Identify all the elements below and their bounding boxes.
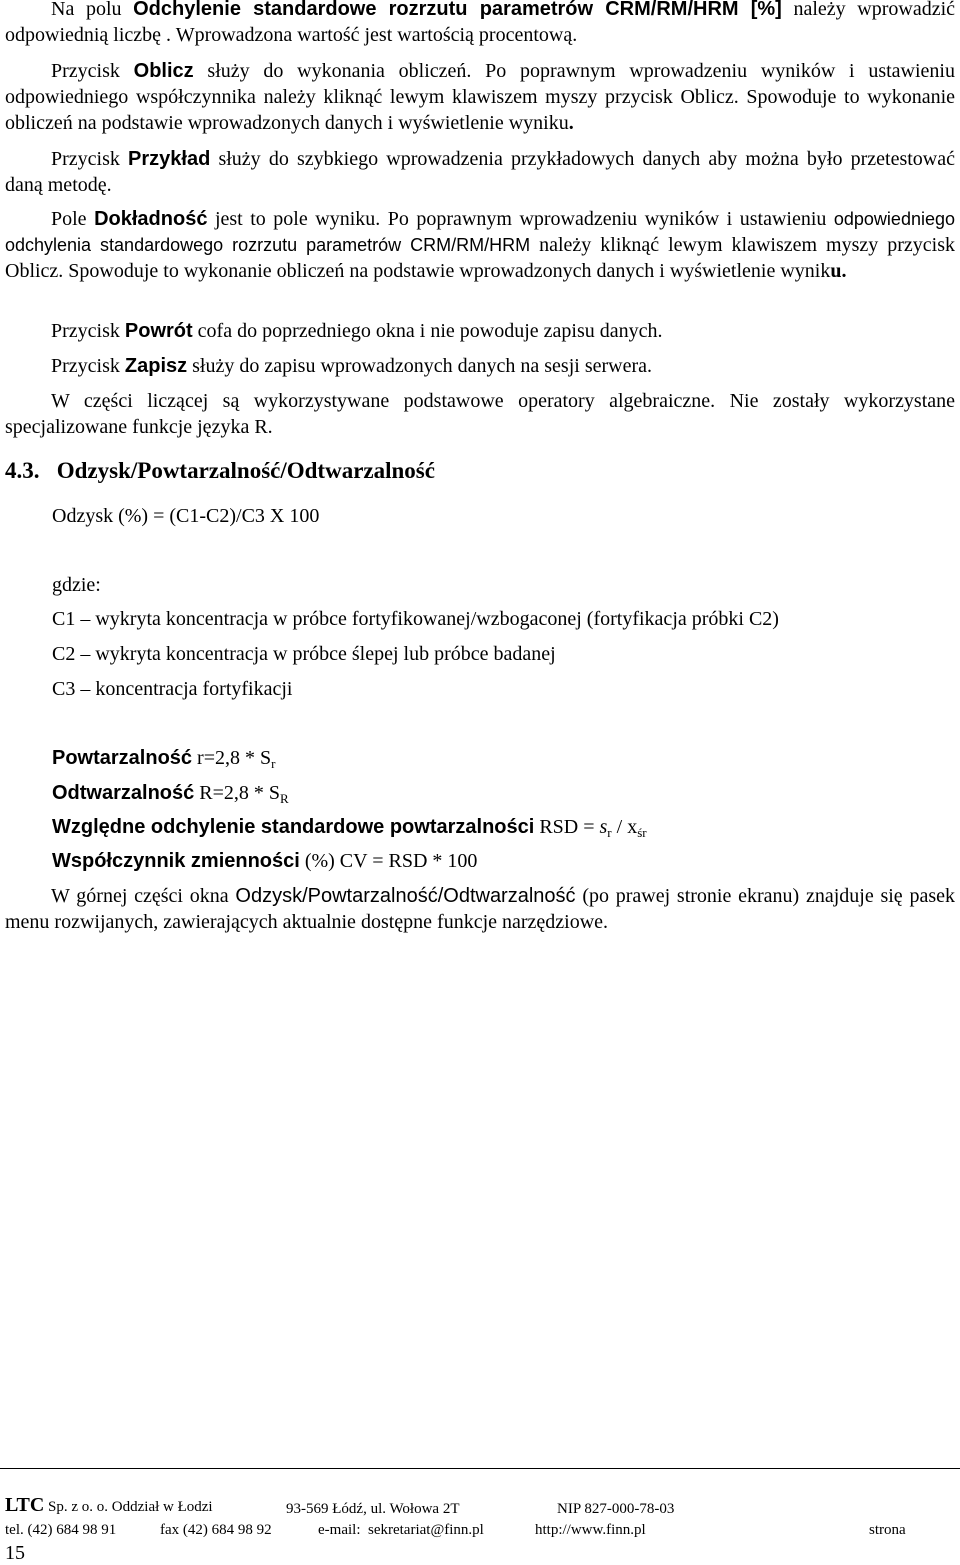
rsd-formula: Względne odchylenie standardowe powtarzalności RSD = $s_r / x_{śr}$	[52, 816, 647, 840]
paragraph-przyklad: Przycisk Przykład służy do szybkiego wprowadzenia przykładowych danych aby można było przetestować daną metodę.	[5, 148, 955, 196]
paragraph-operatory: W części liczącej są wykorzystywane podstawowe operatory algebraiczne. Nie zostały wykorzystane specjalizowane funkcje języka R.	[5, 390, 955, 438]
footer-fax: fax (42) 684 98 92	[160, 1522, 272, 1538]
button-name-powrot: Powrót	[124, 320, 193, 342]
footer-email[interactable]: e-mail: sekretariat@finn.pl	[318, 1522, 484, 1538]
footer-tel: tel. (42) 684 98 91	[5, 1522, 117, 1538]
definition-c3: C3 – koncentracja fortyfikacji	[52, 678, 293, 700]
footer-website[interactable]: http://www.finn.pl	[535, 1522, 646, 1538]
where-label: gdzie:	[52, 574, 101, 596]
footer-company: LTC Sp. z o. o. Oddział w Łodzi	[5, 1494, 213, 1516]
paragraph-powrot: Przycisk Powrót cofa do poprzedniego okna i nie powoduje zapisu danych.	[51, 320, 663, 342]
cv-formula: Współczynnik zmienności (%) CV = RSD * 100	[52, 850, 478, 872]
footer-nip: NIP 827-000-78-03	[557, 1501, 675, 1517]
paragraph-oblicz: Przycisk Oblicz służy do wykonania obliczeń. Po poprawnym wprowadzeniu wyników i ustawieniu odpowiedniego współczynnika należy kliknąć lewym klawiszem myszy przycisk Oblicz. Spowoduje to wykonanie obliczeń na podstawie wprowadzonych danych i wyświetlenie wyniku.	[5, 60, 955, 134]
button-name-zapisz: Zapisz	[124, 355, 188, 377]
field-name-dokladnosc: Dokładność	[94, 208, 208, 230]
button-name-oblicz: Oblicz	[133, 60, 194, 82]
reproducibility-formula: Odtwarzalność $R=2,8 * S_R$	[52, 782, 289, 806]
button-name-przyklad: Przykład	[128, 148, 211, 170]
paragraph-menu: W górnej części okna Odzysk/Powtarzalność/Odtwarzalność (po prawej stronie ekranu) znajduje się pasek menu rozwijanych, zawierających aktualnie dostępne funkcje narzędziowe.	[5, 885, 955, 933]
window-name: Odzysk/Powtarzalność/Odtwarzalność	[235, 885, 576, 907]
field-name: Odchylenie standardowe rozrzutu parametrów CRM/RM/HRM [%]	[133, 0, 782, 20]
definition-c1: C1 – wykryta koncentracja w próbce fortyfikowanej/wzbogaconej (fortyfikacja próbki C2)	[52, 608, 779, 630]
paragraph-zapisz: Przycisk Zapisz służy do zapisu wprowadzonych danych na sesji serwera.	[51, 355, 652, 377]
definition-c2: C2 – wykryta koncentracja w próbce ślepej lub próbce badanej	[52, 643, 556, 665]
paragraph-dokladnosc: Pole Dokładność jest to pole wyniku. Po poprawnym wprowadzeniu wyników i ustawieniu odpowiedniego odchylenia standardowego rozrzutu parametrów CRM/RM/HRM należy kliknąć lewym klawiszem myszy przycisk Oblicz. Spowoduje to wykonanie obliczeń na podstawie wprowadzonych danych i wyświetlenie wyniku.	[5, 208, 955, 282]
footer-divider	[0, 1468, 960, 1469]
paragraph-odchylenie: Na polu Odchylenie standardowe rozrzutu parametrów CRM/RM/HRM [%] należy wprowadzić odpowiednią liczbę . Wprowadzona wartość jest wartością procentową.	[5, 0, 956, 46]
footer-address: 93-569 Łódź, ul. Wołowa 2T	[286, 1501, 460, 1517]
recovery-formula: Odzysk (%) = (C1-C2)/C3 X 100	[52, 505, 320, 527]
section-heading: 4.3. Odzysk/Powtarzalność/Odtwarzalność	[5, 458, 435, 483]
page-number: 15	[5, 1542, 25, 1564]
footer-page-label: strona	[869, 1522, 906, 1538]
repeatability-formula: Powtarzalność $r=2,8 * S_r$	[52, 747, 276, 771]
company-logo-text: LTC	[5, 1494, 45, 1516]
